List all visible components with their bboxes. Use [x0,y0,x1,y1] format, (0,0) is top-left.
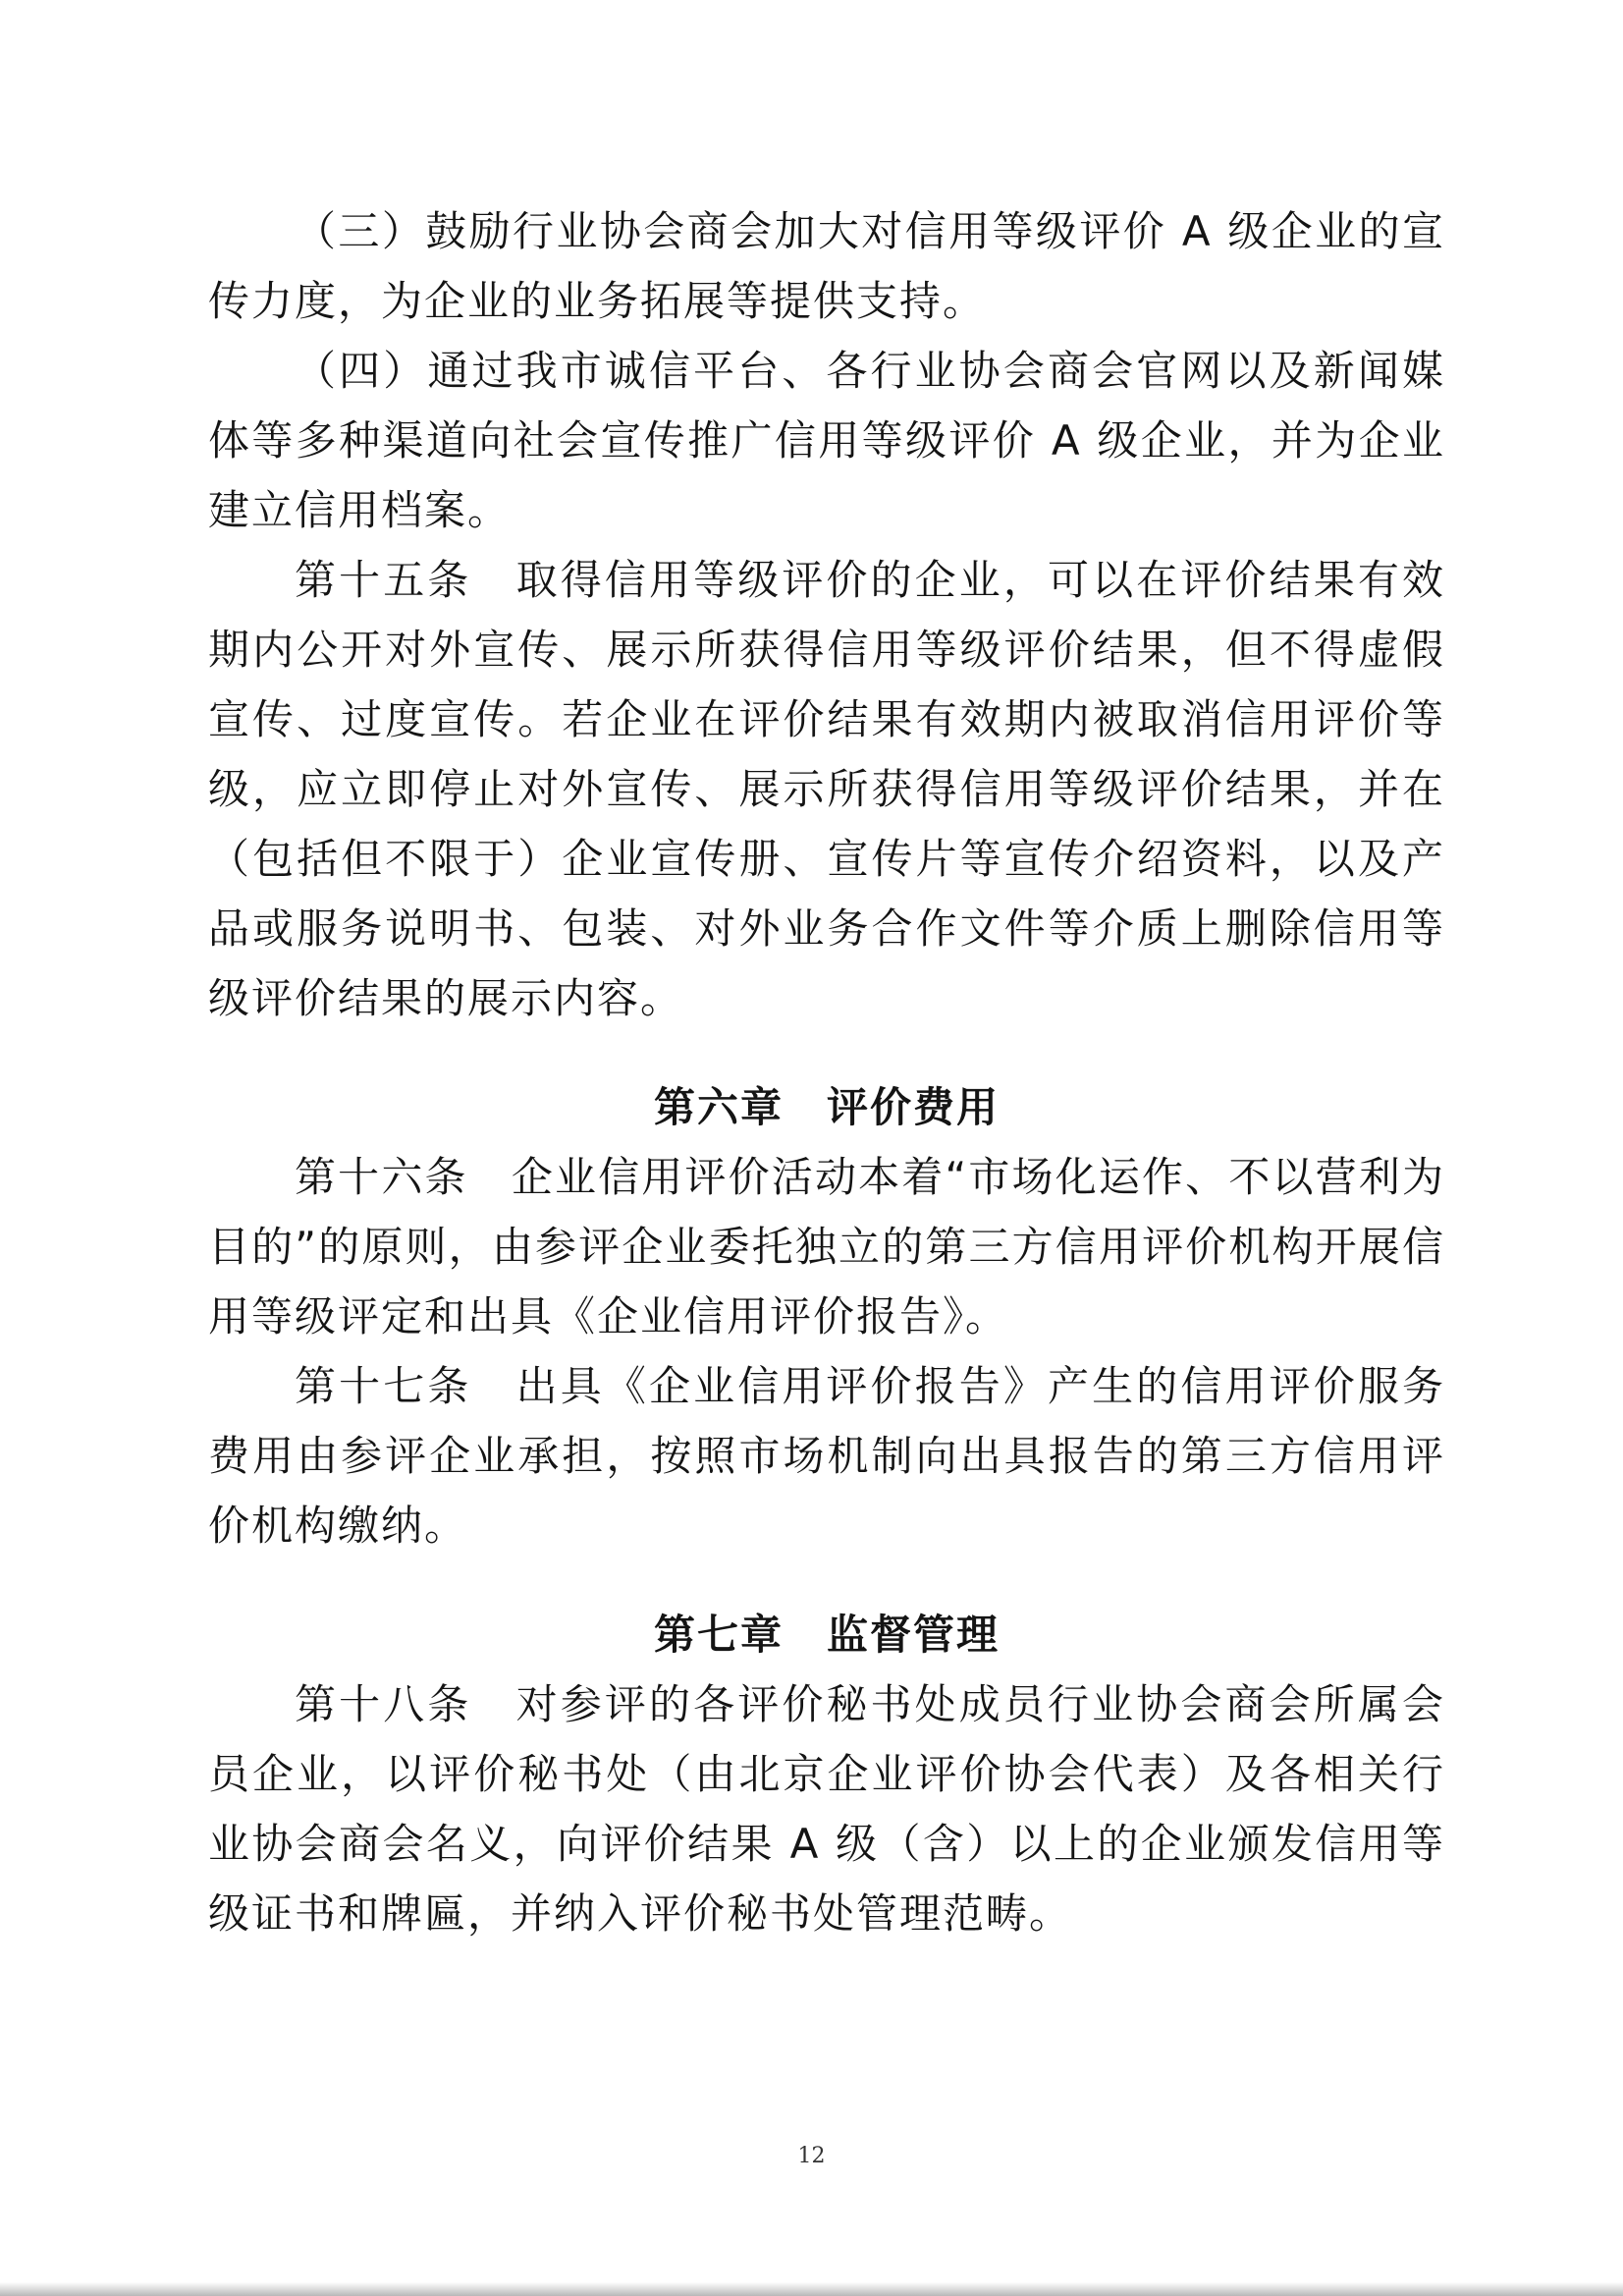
section-gap [208,1560,1445,1600]
paragraph-article-16: 第十六条 企业信用评价活动本着“市场化运作、不以营利为目的”的原则，由参评企业委托独立的第三方信用评价机构开展信用等级评定和出具《企业信用评价报告》。 [208,1153,1445,1340]
paragraph-item-4: （四）通过我市诚信平台、各行业协会商会官网以及新闻媒体等多种渠道向社会宣传推广信用等级评价 A 级企业，并为企业建立信用档案。 [208,347,1445,534]
chapter-7-heading: 第七章 监督管理 [653,1611,1000,1659]
page-number: 12 [797,2144,826,2168]
document-body [208,196,1445,1948]
paragraph-item-3: （三）鼓励行业协会商会加大对信用等级评价 A 级企业的宣传力度，为企业的业务拓展等提供支持。 [208,207,1445,325]
paragraph-article-18: 第十八条 对参评的各评价秘书处成员行业协会商会所属会员企业，以评价秘书处（由北京企业评价协会代表）及各相关行业协会商会名义，向评价结果 A 级（含）以上的企业颁发信用等级证书和牌匾，并纳入评价秘书处管理范畴。 [208,1680,1445,1938]
paragraph-article-17: 第十七条 出具《企业信用评价报告》产生的信用评价服务费用由参评企业承担，按照市场机制向出具报告的第三方信用评价机构缴纳。 [208,1362,1445,1550]
chapter-6-heading: 第六章 评价费用 [653,1083,1000,1131]
paragraph-article-15: 第十五条 取得信用等级评价的企业，可以在评价结果有效期内公开对外宣传、展示所获得信用等级评价结果，但不得虚假宣传、过度宣传。若企业在评价结果有效期内被取消信用评价等级，应立即停止对外宣传、展示所获得信用等级评价结果，并在（包括但不限于）企业宣传册、宣传片等宣传介绍资料，以及产品或服务说明书、包装、对外业务合作文件等介质上删除信用等级评价结果的展示内容。 [208,556,1445,1022]
scan-bottom-edge [0,2282,1623,2296]
section-gap [208,1033,1445,1072]
